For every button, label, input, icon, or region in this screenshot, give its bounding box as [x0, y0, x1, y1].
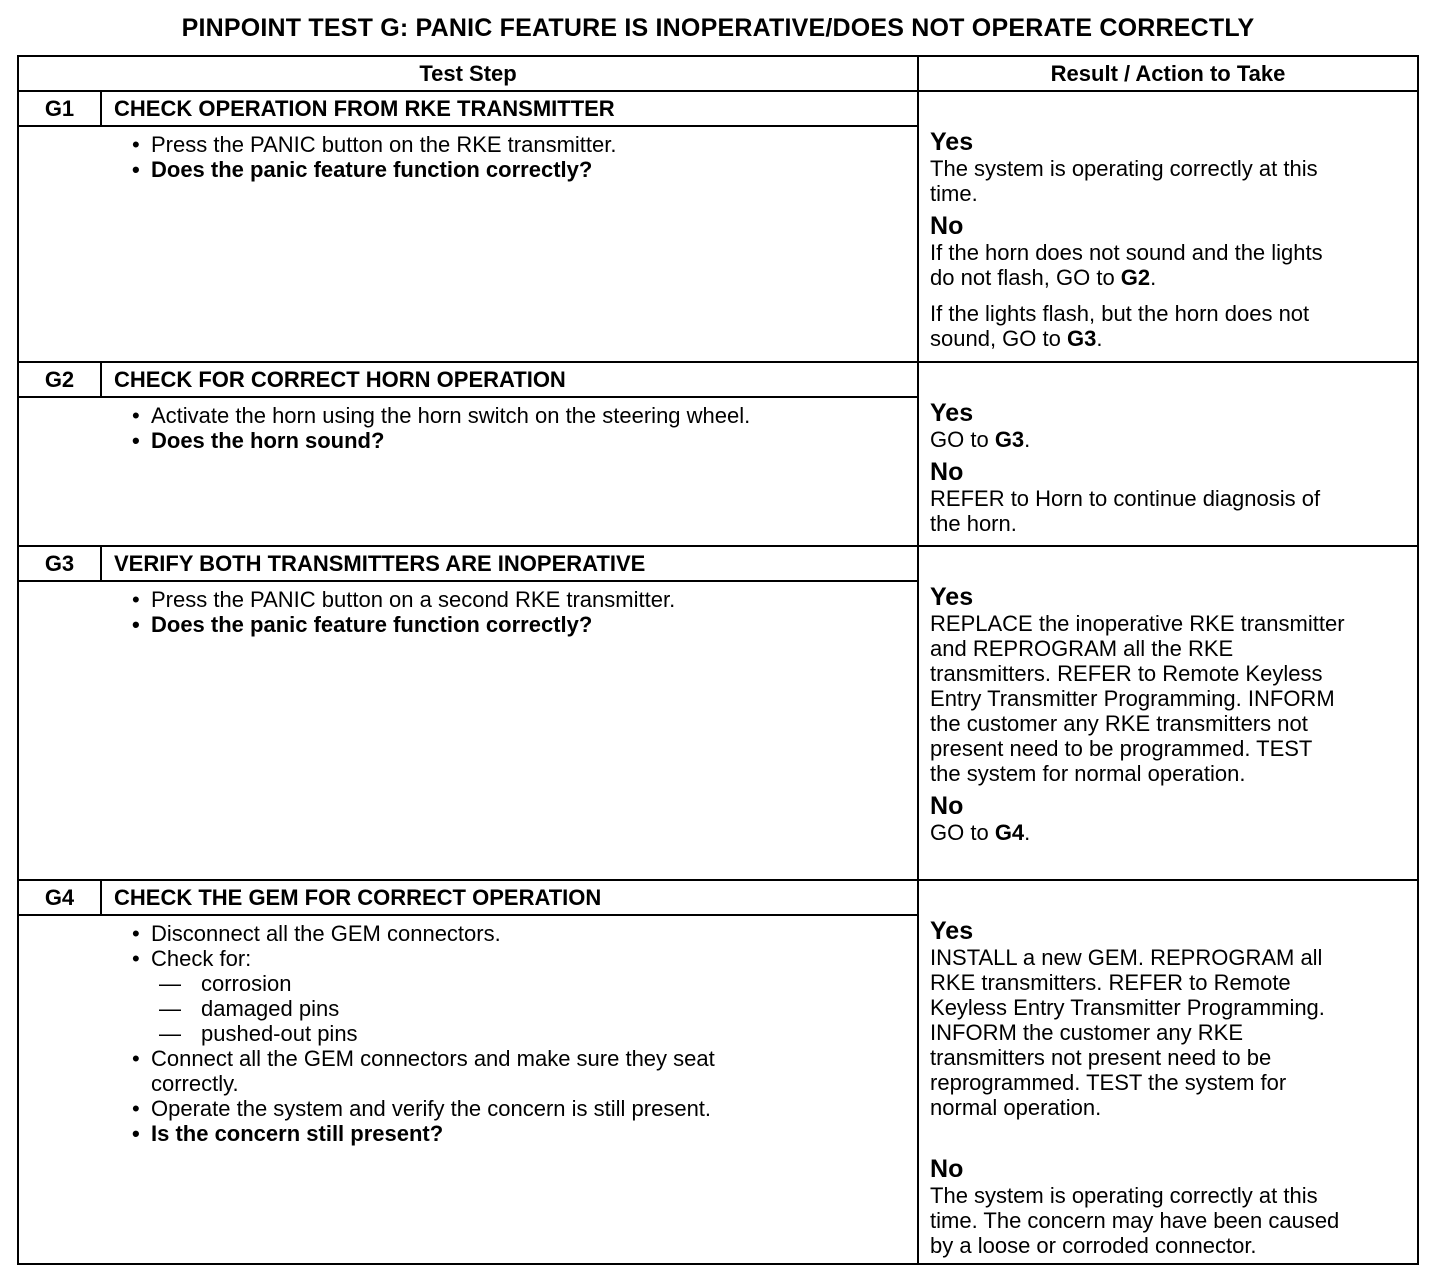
step-instructions	[18, 915, 918, 1264]
result-line: INSTALL a new GEM. REPROGRAM all	[930, 945, 1323, 970]
result-line: time. The concern may have been caused	[930, 1208, 1340, 1233]
pinpoint-test-table	[17, 55, 1419, 1265]
result-paragraph	[930, 486, 1411, 536]
bullet-item	[19, 1046, 917, 1071]
instruction-text: Check for:	[151, 946, 252, 971]
bullet-item	[19, 157, 917, 182]
result-line: INFORM the customer any RKE	[930, 1020, 1243, 1045]
bullet-item	[19, 1096, 917, 1121]
step-title-row	[18, 880, 1418, 915]
bullet-item	[19, 132, 917, 157]
step-title: CHECK THE GEM FOR CORRECT OPERATION	[101, 880, 918, 915]
bullet-marker: •	[132, 612, 140, 637]
result-line: Entry Transmitter Programming. INFORM	[930, 686, 1335, 711]
instruction-text: Connect all the GEM connectors and make sure they seat	[151, 1046, 715, 1071]
result-line	[930, 265, 1411, 290]
result-line: transmitters not present need to be	[930, 1045, 1272, 1070]
result-line: REPLACE the inoperative RKE transmitter	[930, 611, 1345, 636]
document-title: PINPOINT TEST G: PANIC FEATURE IS INOPERATIVE/DOES NOT OPERATE CORRECTLY	[181, 14, 1255, 42]
step-title: CHECK OPERATION FROM RKE TRANSMITTER	[101, 91, 918, 126]
instruction-text: Press the PANIC button on the RKE transmitter.	[151, 132, 617, 157]
bullet-item	[19, 921, 917, 946]
step-title: CHECK FOR CORRECT HORN OPERATION	[101, 362, 918, 397]
result-label-yes: Yes	[930, 583, 974, 611]
result-line: reprogrammed. TEST the system for	[930, 1070, 1287, 1095]
result-paragraph	[930, 945, 1411, 1120]
instruction-text: damaged pins	[201, 996, 340, 1021]
result-line: The system is operating correctly at this	[930, 1183, 1318, 1208]
result-line: by a loose or corroded connector.	[930, 1233, 1257, 1258]
step-id: G4	[18, 880, 101, 915]
result-text: GO to	[930, 820, 995, 845]
instruction-text: Operate the system and verify the concern is still present.	[151, 1096, 712, 1121]
result-action-cell	[918, 880, 1418, 1264]
bullet-item	[19, 612, 917, 637]
instruction-text: Does the horn sound?	[151, 428, 385, 453]
step-title-row	[18, 546, 1418, 581]
bullet-item	[19, 403, 917, 428]
bullet-item	[19, 1071, 917, 1096]
step-reference: G4	[994, 820, 1025, 845]
step-instructions	[18, 126, 918, 362]
instruction-text: Press the PANIC button on a second RKE transmitter.	[151, 587, 676, 612]
result-line: RKE transmitters. REFER to Remote	[930, 970, 1291, 995]
result-paragraph	[930, 1183, 1411, 1258]
dash-item	[19, 1021, 917, 1046]
result-line: normal operation.	[930, 1095, 1102, 1120]
result-line	[930, 326, 1411, 351]
bullet-item	[19, 428, 917, 453]
result-text: If the lights flash, but the horn does not	[930, 301, 1310, 326]
result-line	[930, 301, 1411, 326]
bullet-marker: •	[132, 428, 140, 453]
result-text: do not flash, GO to	[930, 265, 1121, 290]
result-label-no: No	[930, 458, 964, 486]
instruction-text: corrosion	[201, 971, 292, 996]
dash-item	[19, 996, 917, 1021]
step-title-row	[18, 362, 1418, 397]
bullet-marker: •	[132, 946, 140, 971]
result-paragraph	[930, 301, 1411, 351]
step-id: G2	[18, 362, 101, 397]
step-reference: G3	[1066, 326, 1097, 351]
header-test-step: Test Step	[18, 56, 918, 91]
step-reference: G2	[1120, 265, 1151, 290]
result-action-cell	[918, 362, 1418, 546]
result-label-no: No	[930, 1155, 964, 1183]
result-line	[930, 820, 1411, 845]
result-text: If the horn does not sound and the lights	[930, 240, 1323, 265]
step-instructions	[18, 397, 918, 546]
result-paragraph	[930, 240, 1411, 290]
result-paragraph	[930, 611, 1411, 786]
result-line: and REPROGRAM all the RKE	[930, 636, 1234, 661]
bullet-marker: •	[132, 403, 140, 428]
result-line: The system is operating correctly at this	[930, 156, 1318, 181]
result-label-yes: Yes	[930, 128, 974, 156]
bullet-marker: •	[132, 921, 140, 946]
dash-marker: —	[159, 996, 181, 1021]
instruction-text: Disconnect all the GEM connectors.	[151, 921, 501, 946]
step-title: VERIFY BOTH TRANSMITTERS ARE INOPERATIVE	[101, 546, 918, 581]
instruction-text: pushed-out pins	[201, 1021, 358, 1046]
result-text: GO to	[930, 427, 995, 452]
dash-marker: —	[159, 971, 181, 996]
header-result-action: Result / Action to Take	[918, 56, 1418, 91]
instruction-text: Does the panic feature function correctly?	[151, 612, 593, 637]
result-text: .	[1024, 820, 1031, 845]
step-title-row	[18, 91, 1418, 126]
bullet-marker: •	[132, 157, 140, 182]
step-instructions	[18, 581, 918, 880]
dash-item	[19, 971, 917, 996]
result-label-yes: Yes	[930, 399, 974, 427]
result-line: time.	[930, 181, 978, 206]
result-line	[930, 240, 1411, 265]
bullet-item	[19, 587, 917, 612]
result-line: the customer any RKE transmitters not	[930, 711, 1308, 736]
bullet-item	[19, 1121, 917, 1146]
result-label-yes: Yes	[930, 917, 974, 945]
result-text: sound, GO to	[930, 326, 1067, 351]
result-paragraph	[930, 427, 1411, 452]
result-line: transmitters. REFER to Remote Keyless	[930, 661, 1323, 686]
result-paragraph	[930, 820, 1411, 845]
instruction-text: Is the concern still present?	[151, 1121, 444, 1146]
bullet-marker: •	[132, 587, 140, 612]
result-text: .	[1024, 427, 1031, 452]
result-line: the horn.	[930, 511, 1017, 536]
result-line: Keyless Entry Transmitter Programming.	[930, 995, 1325, 1020]
step-id: G1	[18, 91, 101, 126]
result-text: .	[1150, 265, 1157, 290]
result-label-no: No	[930, 792, 964, 820]
result-label-no: No	[930, 212, 964, 240]
bullet-marker: •	[132, 1046, 140, 1071]
result-line: REFER to Horn to continue diagnosis of	[930, 486, 1321, 511]
result-paragraph	[930, 156, 1411, 206]
result-line: the system for normal operation.	[930, 761, 1246, 786]
bullet-marker: •	[132, 1096, 140, 1121]
dash-marker: —	[159, 1021, 181, 1046]
result-text: .	[1096, 326, 1103, 351]
step-id: G3	[18, 546, 101, 581]
header-row	[18, 56, 1418, 91]
result-line: present need to be programmed. TEST	[930, 736, 1313, 761]
bullet-marker: •	[132, 1121, 140, 1146]
bullet-marker: •	[132, 132, 140, 157]
result-line	[930, 427, 1411, 452]
instruction-text: Does the panic feature function correctly?	[151, 157, 593, 182]
result-action-cell	[918, 91, 1418, 362]
result-action-cell	[918, 546, 1418, 880]
bullet-item	[19, 946, 917, 971]
step-reference: G3	[994, 427, 1025, 452]
instruction-text: Activate the horn using the horn switch on the steering wheel.	[151, 403, 751, 428]
instruction-text: correctly.	[151, 1071, 239, 1096]
